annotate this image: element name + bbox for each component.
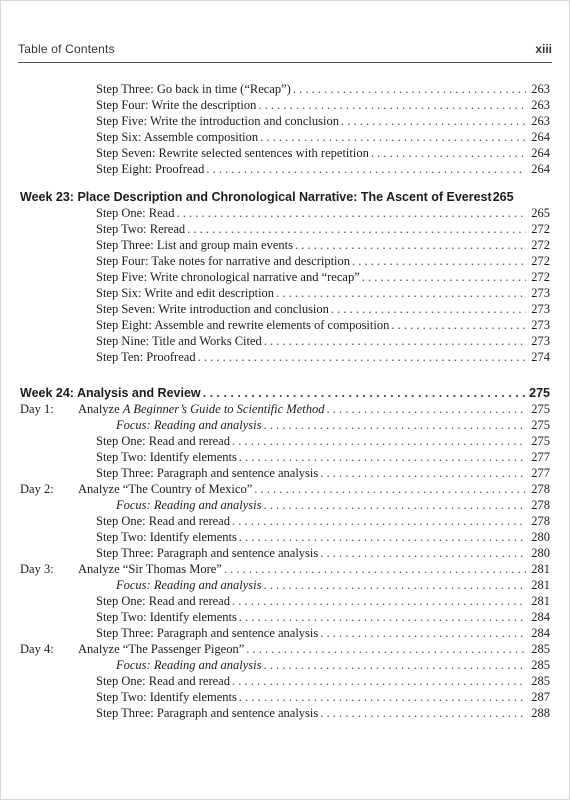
dot-leader bbox=[341, 114, 526, 128]
toc-entry-page: 281 bbox=[531, 594, 550, 608]
toc-entry[interactable] bbox=[20, 112, 550, 128]
toc-entry-page: 285 bbox=[531, 674, 550, 688]
toc-day-entry[interactable] bbox=[20, 560, 550, 576]
toc-entry[interactable] bbox=[20, 704, 550, 720]
toc-entry-page: 265 bbox=[531, 206, 550, 220]
focus-page: 285 bbox=[531, 658, 550, 672]
toc-week-heading[interactable] bbox=[20, 186, 550, 204]
toc-entry-page: 272 bbox=[531, 222, 550, 236]
dot-leader bbox=[224, 562, 526, 576]
toc-entry[interactable] bbox=[20, 624, 550, 640]
toc-entry[interactable] bbox=[20, 688, 550, 704]
toc-entry-text: Step Three: Paragraph and sentence analysis bbox=[96, 706, 319, 720]
toc-entry-text: Step Four: Write the description bbox=[96, 98, 257, 112]
toc-entry[interactable] bbox=[20, 268, 550, 284]
toc-entry-page: 287 bbox=[531, 690, 550, 704]
focus-text: Focus: Reading and analysis bbox=[116, 418, 262, 432]
toc-entry[interactable] bbox=[20, 448, 550, 464]
toc-day-entry[interactable] bbox=[20, 480, 550, 496]
toc-entry[interactable] bbox=[20, 300, 550, 316]
toc-entry-text: Step Seven: Write introduction and conclusion bbox=[96, 302, 329, 316]
toc-entry-text: Step Five: Write chronological narrative and “recap” bbox=[96, 270, 360, 284]
week-title: Week 23: Place Description and Chronological Narrative: The Ascent of Everest bbox=[20, 190, 492, 204]
toc-day-entry[interactable] bbox=[20, 400, 550, 416]
dot-leader bbox=[263, 418, 526, 432]
dot-leader bbox=[391, 318, 526, 332]
toc-entry-page: 280 bbox=[531, 546, 550, 560]
day-title: Analyze “The Passenger Pigeon” bbox=[78, 642, 245, 656]
dot-leader bbox=[258, 98, 526, 112]
dot-leader bbox=[232, 514, 526, 528]
toc-entry-page: 273 bbox=[531, 302, 550, 316]
focus-text: Focus: Reading and analysis bbox=[116, 498, 262, 512]
focus-page: 278 bbox=[531, 498, 550, 512]
toc-entry-page: 277 bbox=[531, 466, 550, 480]
toc-entry[interactable] bbox=[20, 672, 550, 688]
focus-text: Focus: Reading and analysis bbox=[116, 578, 262, 592]
focus-text: Focus: Reading and analysis bbox=[116, 658, 262, 672]
header-page-number: xiii bbox=[535, 42, 552, 56]
toc-entry-page: 263 bbox=[531, 82, 550, 96]
day-label: Day 1: bbox=[20, 402, 54, 416]
week-title: Week 24: Analysis and Review bbox=[20, 386, 201, 400]
toc-entry[interactable] bbox=[20, 220, 550, 236]
day-title: Analyze “Sir Thomas More” bbox=[78, 562, 222, 576]
toc-entry-page: 284 bbox=[531, 610, 550, 624]
dot-leader bbox=[264, 334, 526, 348]
toc-entry[interactable] bbox=[20, 128, 550, 144]
toc-entry-text: Step Four: Take notes for narrative and description bbox=[96, 254, 351, 268]
toc-entry[interactable] bbox=[20, 236, 550, 252]
dot-leader bbox=[352, 254, 526, 268]
dot-leader bbox=[320, 466, 526, 480]
running-header bbox=[18, 42, 552, 63]
toc-entry[interactable] bbox=[20, 332, 550, 348]
dot-leader bbox=[276, 286, 526, 300]
toc-entry-text: Step Three: Paragraph and sentence analysis bbox=[96, 466, 319, 480]
dot-leader bbox=[263, 658, 526, 672]
dot-leader bbox=[232, 674, 526, 688]
toc-entry[interactable] bbox=[20, 608, 550, 624]
dot-leader bbox=[198, 350, 526, 364]
dot-leader bbox=[263, 498, 526, 512]
toc-entry-page: 273 bbox=[531, 334, 550, 348]
toc-entry-text: Step One: Read and reread bbox=[96, 594, 230, 608]
header-title: Table of Contents bbox=[18, 42, 115, 56]
dot-leader bbox=[246, 642, 526, 656]
toc-entry[interactable] bbox=[20, 284, 550, 300]
toc-entry-page: 273 bbox=[531, 318, 550, 332]
toc-entry-page: 272 bbox=[531, 270, 550, 284]
dot-leader bbox=[187, 222, 526, 236]
dot-leader bbox=[239, 690, 526, 704]
day-page: 285 bbox=[531, 642, 550, 656]
table-of-contents bbox=[20, 80, 550, 720]
dot-leader bbox=[362, 270, 526, 284]
toc-focus-entry[interactable] bbox=[20, 496, 550, 512]
week-page: 265 bbox=[492, 190, 514, 204]
toc-entry-text: Step Eight: Proofread bbox=[96, 162, 205, 176]
dot-leader bbox=[326, 402, 526, 416]
toc-entry-text: Step Six: Assemble composition bbox=[96, 130, 259, 144]
toc-entry-text: Step Two: Reread bbox=[96, 222, 186, 236]
dot-leader bbox=[203, 386, 526, 400]
toc-entry-page: 278 bbox=[531, 514, 550, 528]
dot-leader bbox=[232, 594, 526, 608]
toc-entry[interactable] bbox=[20, 144, 550, 160]
day-page: 278 bbox=[531, 482, 550, 496]
toc-entry[interactable] bbox=[20, 512, 550, 528]
dot-leader bbox=[176, 206, 526, 220]
focus-page: 281 bbox=[531, 578, 550, 592]
toc-entry-text: Step Three: Paragraph and sentence analysis bbox=[96, 546, 319, 560]
toc-entry[interactable] bbox=[20, 160, 550, 176]
week-page: 275 bbox=[529, 386, 550, 400]
toc-entry[interactable] bbox=[20, 252, 550, 268]
toc-entry-text: Step Nine: Title and Works Cited bbox=[96, 334, 262, 348]
dot-leader bbox=[320, 706, 526, 720]
toc-entry-text: Step Ten: Proofread bbox=[96, 350, 196, 364]
toc-entry-page: 280 bbox=[531, 530, 550, 544]
toc-entry[interactable] bbox=[20, 316, 550, 332]
dot-leader bbox=[293, 82, 526, 96]
toc-focus-entry[interactable] bbox=[20, 416, 550, 432]
toc-entry-text: Step Seven: Rewrite selected sentences with repetition bbox=[96, 146, 369, 160]
toc-entry[interactable] bbox=[20, 528, 550, 544]
dot-leader bbox=[295, 238, 526, 252]
toc-entry-page: 264 bbox=[531, 162, 550, 176]
toc-entry-page: 274 bbox=[531, 350, 550, 364]
toc-entry-text: Step One: Read and reread bbox=[96, 674, 230, 688]
dot-leader bbox=[260, 130, 526, 144]
toc-entry-text: Step One: Read and reread bbox=[96, 434, 230, 448]
toc-day-entry[interactable] bbox=[20, 640, 550, 656]
toc-entry[interactable] bbox=[20, 80, 550, 96]
toc-entry-page: 284 bbox=[531, 626, 550, 640]
dot-leader bbox=[239, 530, 526, 544]
dot-leader bbox=[239, 610, 526, 624]
day-title-italic: A Beginner’s Guide to Scientific Method bbox=[122, 402, 325, 416]
toc-week-heading[interactable] bbox=[20, 382, 550, 400]
toc-entry[interactable] bbox=[20, 348, 550, 364]
day-label: Day 3: bbox=[20, 562, 54, 576]
toc-entry[interactable] bbox=[20, 464, 550, 480]
toc-entry-text: Step Two: Identify elements bbox=[96, 690, 237, 704]
dot-leader bbox=[254, 482, 526, 496]
toc-entry-page: 263 bbox=[531, 98, 550, 112]
toc-entry-page: 272 bbox=[531, 254, 550, 268]
day-page: 275 bbox=[531, 402, 550, 416]
toc-entry[interactable] bbox=[20, 432, 550, 448]
toc-entry-page: 288 bbox=[531, 706, 550, 720]
toc-entry-text: Step Three: Paragraph and sentence analysis bbox=[96, 626, 319, 640]
toc-entry[interactable] bbox=[20, 592, 550, 608]
toc-entry[interactable] bbox=[20, 544, 550, 560]
toc-entry-page: 275 bbox=[531, 434, 550, 448]
toc-entry-text: Step Five: Write the introduction and conclusion bbox=[96, 114, 339, 128]
dot-leader bbox=[263, 578, 526, 592]
dot-leader bbox=[232, 434, 526, 448]
toc-entry-text: Step One: Read bbox=[96, 206, 175, 220]
toc-entry-page: 264 bbox=[531, 130, 550, 144]
dot-leader bbox=[320, 626, 526, 640]
focus-page: 275 bbox=[531, 418, 550, 432]
toc-entry-page: 264 bbox=[531, 146, 550, 160]
day-title: Analyze bbox=[78, 402, 123, 416]
dot-leader bbox=[320, 546, 526, 560]
day-label: Day 2: bbox=[20, 482, 54, 496]
toc-entry-page: 263 bbox=[531, 114, 550, 128]
dot-leader bbox=[331, 302, 526, 316]
toc-entry-text: Step Eight: Assemble and rewrite elements of composition bbox=[96, 318, 390, 332]
dot-leader bbox=[239, 450, 526, 464]
toc-entry-text: Step One: Read and reread bbox=[96, 514, 230, 528]
toc-entry-text: Step Two: Identify elements bbox=[96, 610, 237, 624]
day-page: 281 bbox=[531, 562, 550, 576]
toc-focus-entry[interactable] bbox=[20, 656, 550, 672]
toc-entry-text: Step Six: Write and edit description bbox=[96, 286, 275, 300]
dot-leader bbox=[371, 146, 526, 160]
toc-entry-page: 273 bbox=[531, 286, 550, 300]
toc-focus-entry[interactable] bbox=[20, 576, 550, 592]
day-title: Analyze “The Country of Mexico” bbox=[78, 482, 253, 496]
toc-entry-text: Step Two: Identify elements bbox=[96, 450, 237, 464]
toc-entry-text: Step Three: List and group main events bbox=[96, 238, 293, 252]
toc-entry-page: 277 bbox=[531, 450, 550, 464]
day-label: Day 4: bbox=[20, 642, 54, 656]
toc-entry[interactable] bbox=[20, 204, 550, 220]
toc-entry[interactable] bbox=[20, 96, 550, 112]
dot-leader bbox=[206, 162, 526, 176]
toc-entry-page: 272 bbox=[531, 238, 550, 252]
toc-entry-text: Step Three: Go back in time (“Recap”) bbox=[96, 82, 291, 96]
toc-entry-text: Step Two: Identify elements bbox=[96, 530, 237, 544]
